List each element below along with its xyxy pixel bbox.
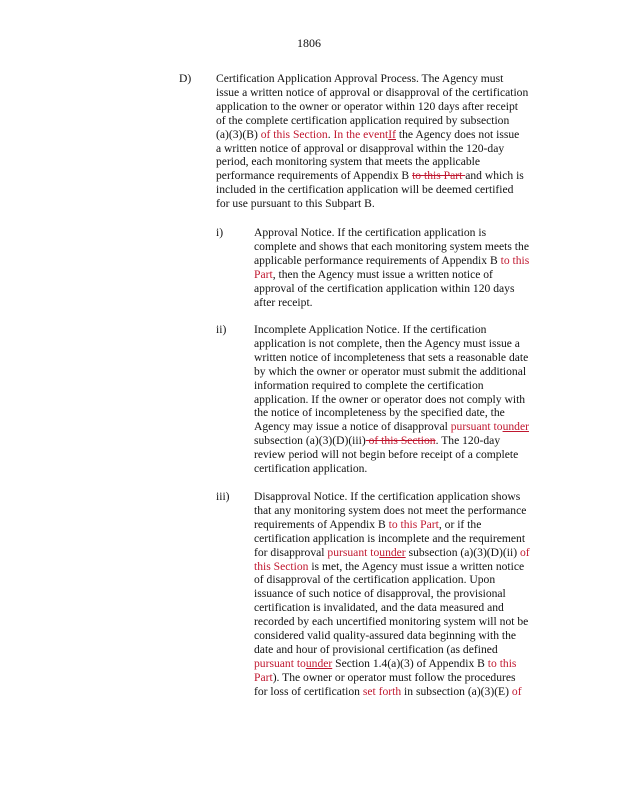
text-segment: of the complete certification application required by subsection <box>216 113 510 127</box>
text-line <box>216 100 528 114</box>
inserted-text: to this <box>487 656 517 670</box>
text-segment: for disapproval <box>254 545 328 559</box>
text-line <box>254 546 530 560</box>
text-segment: date and hour of provisional certification (as defined <box>254 642 498 656</box>
text-segment: (a)(3)(B) <box>216 127 261 141</box>
text-segment: applicable performance requirements of Appendix B <box>254 253 501 267</box>
text-segment: that any monitoring system does not meet the performance <box>254 503 527 517</box>
text-line <box>254 434 529 448</box>
text-line <box>254 629 530 643</box>
text-segment: Section 1.4(a)(3) of Appendix B <box>332 656 488 670</box>
text-line <box>254 254 529 268</box>
text-segment: Agency may issue a notice of disapproval <box>254 420 451 434</box>
text-line <box>254 379 529 393</box>
text-segment: for loss of certification <box>254 684 363 698</box>
text-segment: issuance of such notice of disapproval, the provisional <box>254 587 506 601</box>
item-i-label: i) <box>216 226 224 239</box>
text-line <box>254 365 529 379</box>
text-segment: performance requirements of Appendix B <box>216 169 413 183</box>
text-line <box>216 169 528 183</box>
text-segment: for use pursuant to this Subpart B. <box>216 197 375 211</box>
text-segment: application to the owner or operator within 120 days after receipt <box>216 99 518 113</box>
text-line <box>254 532 530 546</box>
inserted-text: this Section <box>254 559 309 573</box>
section-d-text <box>216 72 528 211</box>
inserted-text: Part <box>254 670 273 684</box>
text-line <box>254 560 530 574</box>
inserted-text: pursuant to <box>327 545 380 559</box>
inserted-text: of <box>519 545 530 559</box>
text-segment: included in the certification application will be deemed certified <box>216 183 514 197</box>
text-line <box>254 462 529 476</box>
item-i-text <box>254 226 529 309</box>
text-line <box>216 142 528 156</box>
inserted-text: pursuant to <box>450 420 503 434</box>
text-line <box>216 155 528 169</box>
text-segment: Certification Application Approval Process. The Agency must <box>216 72 504 85</box>
deleted-text: of this Section <box>365 434 436 448</box>
text-line <box>254 643 530 657</box>
text-line <box>254 268 529 282</box>
text-segment: subsection (a)(3)(D)(ii) <box>405 545 520 559</box>
inserted-text: to this Part <box>388 517 439 531</box>
item-ii-label: ii) <box>216 323 227 336</box>
text-segment: . The 120-day <box>435 434 501 448</box>
inserted-text: to this <box>500 253 530 267</box>
text-line <box>254 615 530 629</box>
page-number: 1806 <box>297 36 321 50</box>
text-segment: after receipt. <box>254 295 313 309</box>
text-line <box>254 448 529 462</box>
text-line <box>254 490 530 504</box>
text-segment: subsection (a)(3)(D)(iii) <box>254 434 366 448</box>
text-segment: is met, the Agency must issue a written notice <box>308 559 525 573</box>
text-segment: in subsection (a)(3)(E) <box>401 684 512 698</box>
inserted-text: set forth <box>362 684 402 698</box>
text-segment: approval of the certification application within 120 days <box>254 281 515 295</box>
text-segment: , or if the <box>438 517 482 531</box>
section-d-label: D) <box>179 72 192 85</box>
text-line <box>216 72 528 86</box>
text-line <box>254 296 529 310</box>
inserted-underlined-text: under <box>502 420 529 434</box>
text-segment: . <box>327 127 334 141</box>
text-line <box>216 197 528 211</box>
text-segment: of disapproval of the certification application. Upon <box>254 573 496 587</box>
item-iii-text <box>254 490 530 699</box>
item-iii-label: iii) <box>216 490 230 503</box>
text-line <box>216 128 528 142</box>
text-line <box>254 323 529 337</box>
text-line <box>254 351 529 365</box>
text-segment: Approval Notice. If the certification application is <box>254 226 487 239</box>
text-segment: recorded by each uncertified monitoring system will not be <box>254 615 529 629</box>
text-line <box>254 587 530 601</box>
text-segment: certification is invalidated, and the data measured and <box>254 601 504 615</box>
text-line <box>254 601 530 615</box>
text-segment: the Agency does not issue <box>396 127 520 141</box>
text-line <box>254 282 529 296</box>
text-line <box>254 420 529 434</box>
text-line <box>254 226 529 240</box>
text-line <box>254 573 530 587</box>
text-line <box>216 86 528 100</box>
text-segment: application. If the owner or operator does not comply with <box>254 392 526 406</box>
inserted-text: of this Section <box>260 127 328 141</box>
text-segment: application is not complete, then the Agency must issue a <box>254 336 520 350</box>
text-line <box>216 183 528 197</box>
text-line <box>254 657 530 671</box>
text-segment: a written notice of approval or disapproval within the 120-day <box>216 141 505 155</box>
inserted-underlined-text: under <box>305 656 333 670</box>
text-segment: certification application is incomplete and the requirement <box>254 531 526 545</box>
text-line <box>254 518 530 532</box>
item-ii-text <box>254 323 529 476</box>
inserted-underlined-text: If <box>388 127 396 141</box>
text-line <box>254 240 529 254</box>
deleted-text: to this Part <box>412 169 466 183</box>
text-line <box>254 685 530 699</box>
inserted-text: of <box>511 684 522 698</box>
text-segment: requirements of Appendix B <box>254 517 389 531</box>
text-segment: , then the Agency must issue a written notice of <box>272 267 493 281</box>
text-segment: and which is <box>465 169 524 183</box>
text-segment: review period will not begin before receipt of a complete <box>254 448 519 462</box>
inserted-text: Part <box>254 267 273 281</box>
text-segment: certification application. <box>254 462 368 476</box>
text-segment: considered valid quality-assured data beginning with the <box>254 629 517 643</box>
text-segment: written notice of incompleteness that sets a reasonable date <box>254 350 529 364</box>
text-segment: ). The owner or operator must follow the procedures <box>272 670 516 684</box>
inserted-text: In the event <box>333 127 389 141</box>
text-line <box>216 114 528 128</box>
inserted-text: pursuant to <box>254 656 306 670</box>
text-segment: period, each monitoring system that meets the applicable <box>216 155 481 169</box>
text-line <box>254 393 529 407</box>
text-line <box>254 671 530 685</box>
text-segment: by which the owner or operator must submit the additional <box>254 364 527 378</box>
text-segment: information required to complete the certification <box>254 378 484 392</box>
text-segment: Disapproval Notice. If the certification application shows <box>254 490 521 503</box>
text-segment: complete and shows that each monitoring system meets the <box>254 239 529 253</box>
text-segment: Incomplete Application Notice. If the certification <box>254 323 487 336</box>
text-line <box>254 504 530 518</box>
inserted-underlined-text: under <box>379 545 406 559</box>
text-segment: issue a written notice of approval or disapproval of the certification <box>216 85 529 99</box>
text-line <box>254 406 529 420</box>
text-line <box>254 337 529 351</box>
text-segment: the notice of incompleteness by the specified date, the <box>254 406 505 420</box>
